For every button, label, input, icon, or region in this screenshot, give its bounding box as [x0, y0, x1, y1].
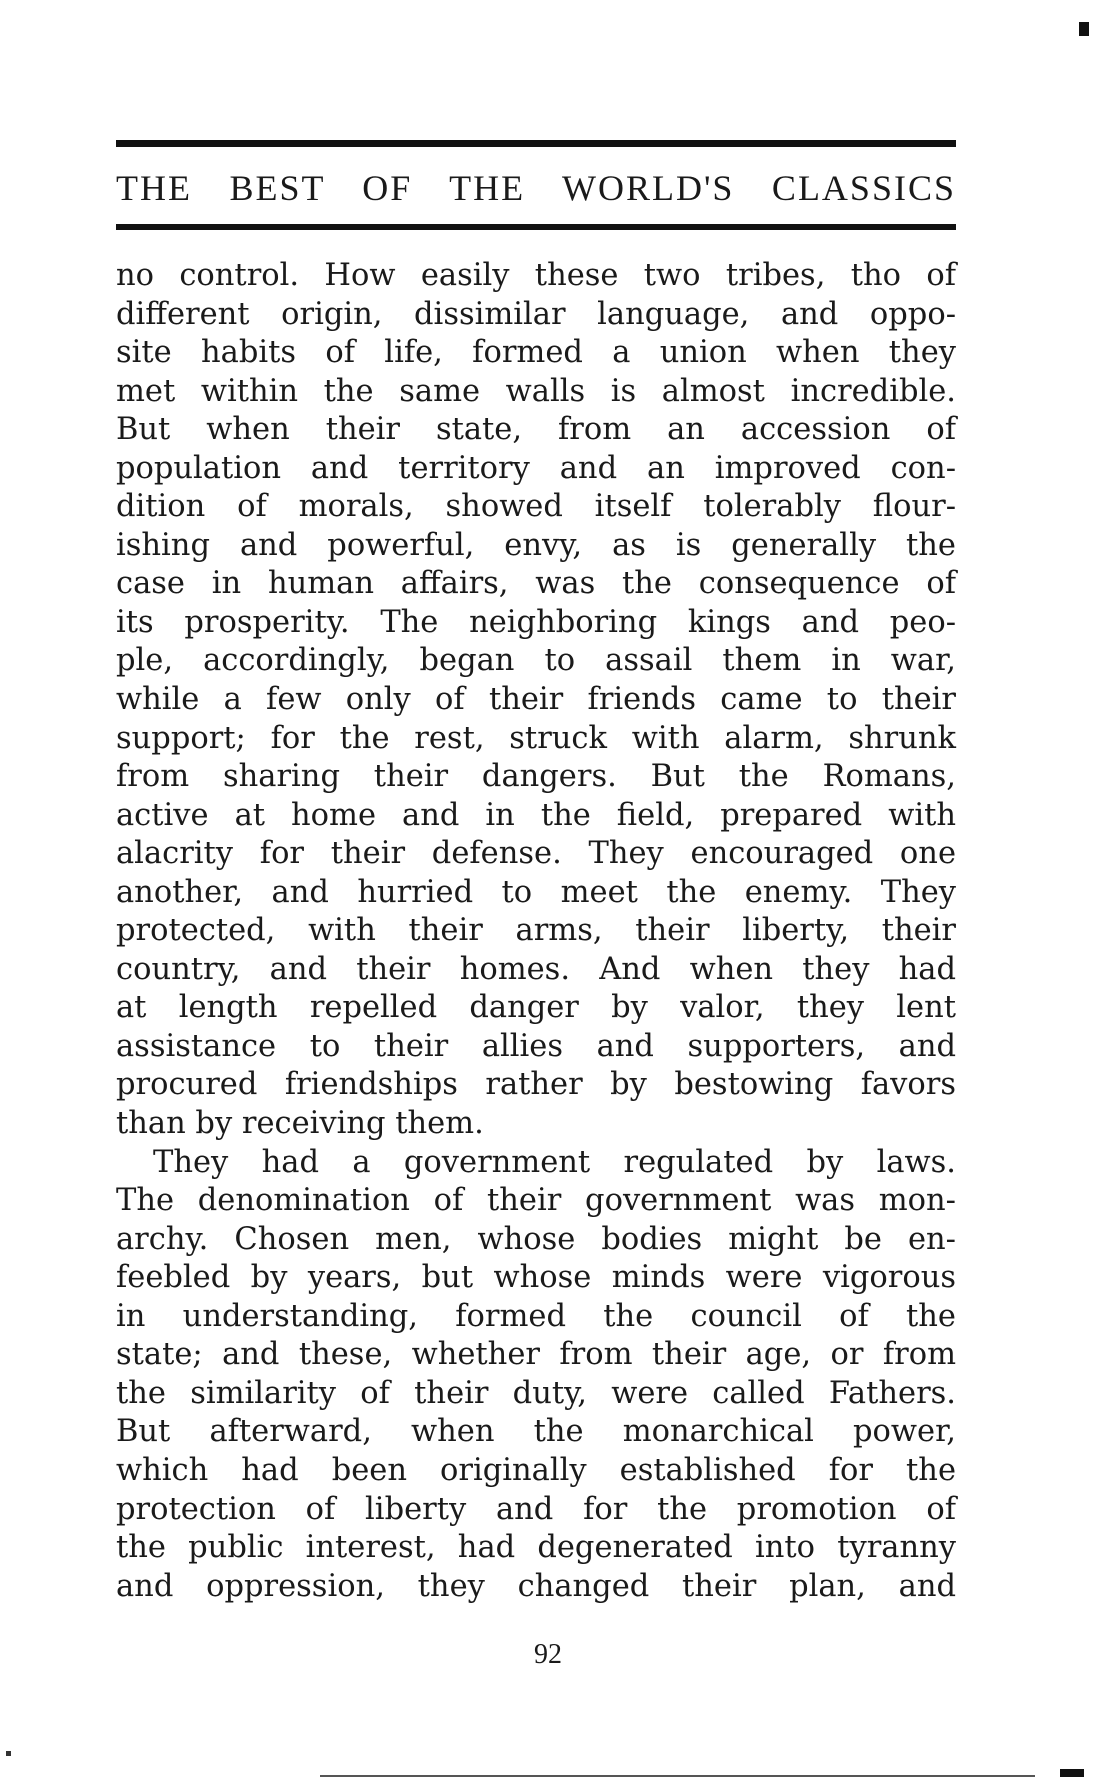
text-line: different origin, dissimilar language, and oppo- — [116, 296, 956, 332]
page-number: 92 — [534, 1639, 562, 1670]
text-line: ishing and powerful, envy, as is generally the — [116, 527, 956, 563]
scan-speck — [6, 1751, 11, 1756]
text-line: dition of morals, showed itself tolerably flour- — [116, 489, 956, 525]
text-line: site habits of life, formed a union when they — [116, 335, 956, 371]
text-line: But when their state, from an accession of — [116, 412, 956, 448]
text-line: population and territory and an improved con- — [116, 450, 956, 486]
text-line: another, and hurried to meet the enemy. They — [116, 874, 956, 910]
text-line: assistance to their allies and supporters, and — [116, 1028, 956, 1064]
text-line: its prosperity. The neighboring kings and peo- — [116, 604, 956, 640]
text-line: while a few only of their friends came to their — [116, 682, 956, 718]
text-line: feebled by years, but whose minds were vigorous — [116, 1260, 956, 1296]
paragraph-end-line: than by receiving them. — [116, 1106, 484, 1142]
text-line: in understanding, formed the council of the — [116, 1298, 956, 1334]
text-line: and oppression, they changed their plan, and — [116, 1568, 956, 1604]
text-line: archy. Chosen men, whose bodies might be en- — [116, 1221, 956, 1257]
text-line: at length repelled danger by valor, they lent — [116, 990, 956, 1026]
text-line: country, and their homes. And when they had — [116, 951, 956, 987]
text-line: active at home and in the field, prepared with — [116, 797, 956, 833]
text-line: ple, accordingly, began to assail them in war, — [116, 643, 956, 679]
text-line: no control. How easily these two tribes, tho of — [116, 258, 956, 293]
text-line: case in human affairs, was the consequence of — [116, 566, 956, 602]
text-line: But afterward, when the monarchical power, — [116, 1414, 956, 1450]
header-rule-top — [116, 140, 956, 147]
text-line: alacrity for their defense. They encouraged one — [116, 836, 956, 872]
text-line: the similarity of their duty, were called Fathers. — [116, 1375, 956, 1411]
header-rule-bottom — [116, 224, 956, 230]
scan-bottom-edge — [320, 1775, 1035, 1777]
text-line: met within the same walls is almost incredible. — [116, 373, 956, 409]
paragraph-start-line: They had a government regulated by laws. — [153, 1144, 956, 1180]
text-line: protection of liberty and for the promotion of — [116, 1491, 956, 1527]
scan-bottom-mark — [1060, 1769, 1084, 1777]
text-line: from sharing their dangers. But the Romans, — [116, 759, 956, 795]
text-line: The denomination of their government was mon- — [116, 1183, 956, 1219]
running-title: THE BEST OF THE WORLD'S CLASSICS — [116, 168, 956, 208]
text-line: state; and these, whether from their age, or from — [116, 1337, 956, 1373]
text-line: protected, with their arms, their liberty, their — [116, 913, 956, 949]
text-line: which had been originally established for the — [116, 1452, 956, 1488]
text-line: support; for the rest, struck with alarm, shrunk — [116, 720, 956, 756]
text-line: procured friendships rather by bestowing favors — [116, 1067, 956, 1103]
scan-corner-mark — [1079, 22, 1089, 36]
body-text — [116, 257, 956, 1606]
text-line: the public interest, had degenerated into tyranny — [116, 1530, 956, 1566]
